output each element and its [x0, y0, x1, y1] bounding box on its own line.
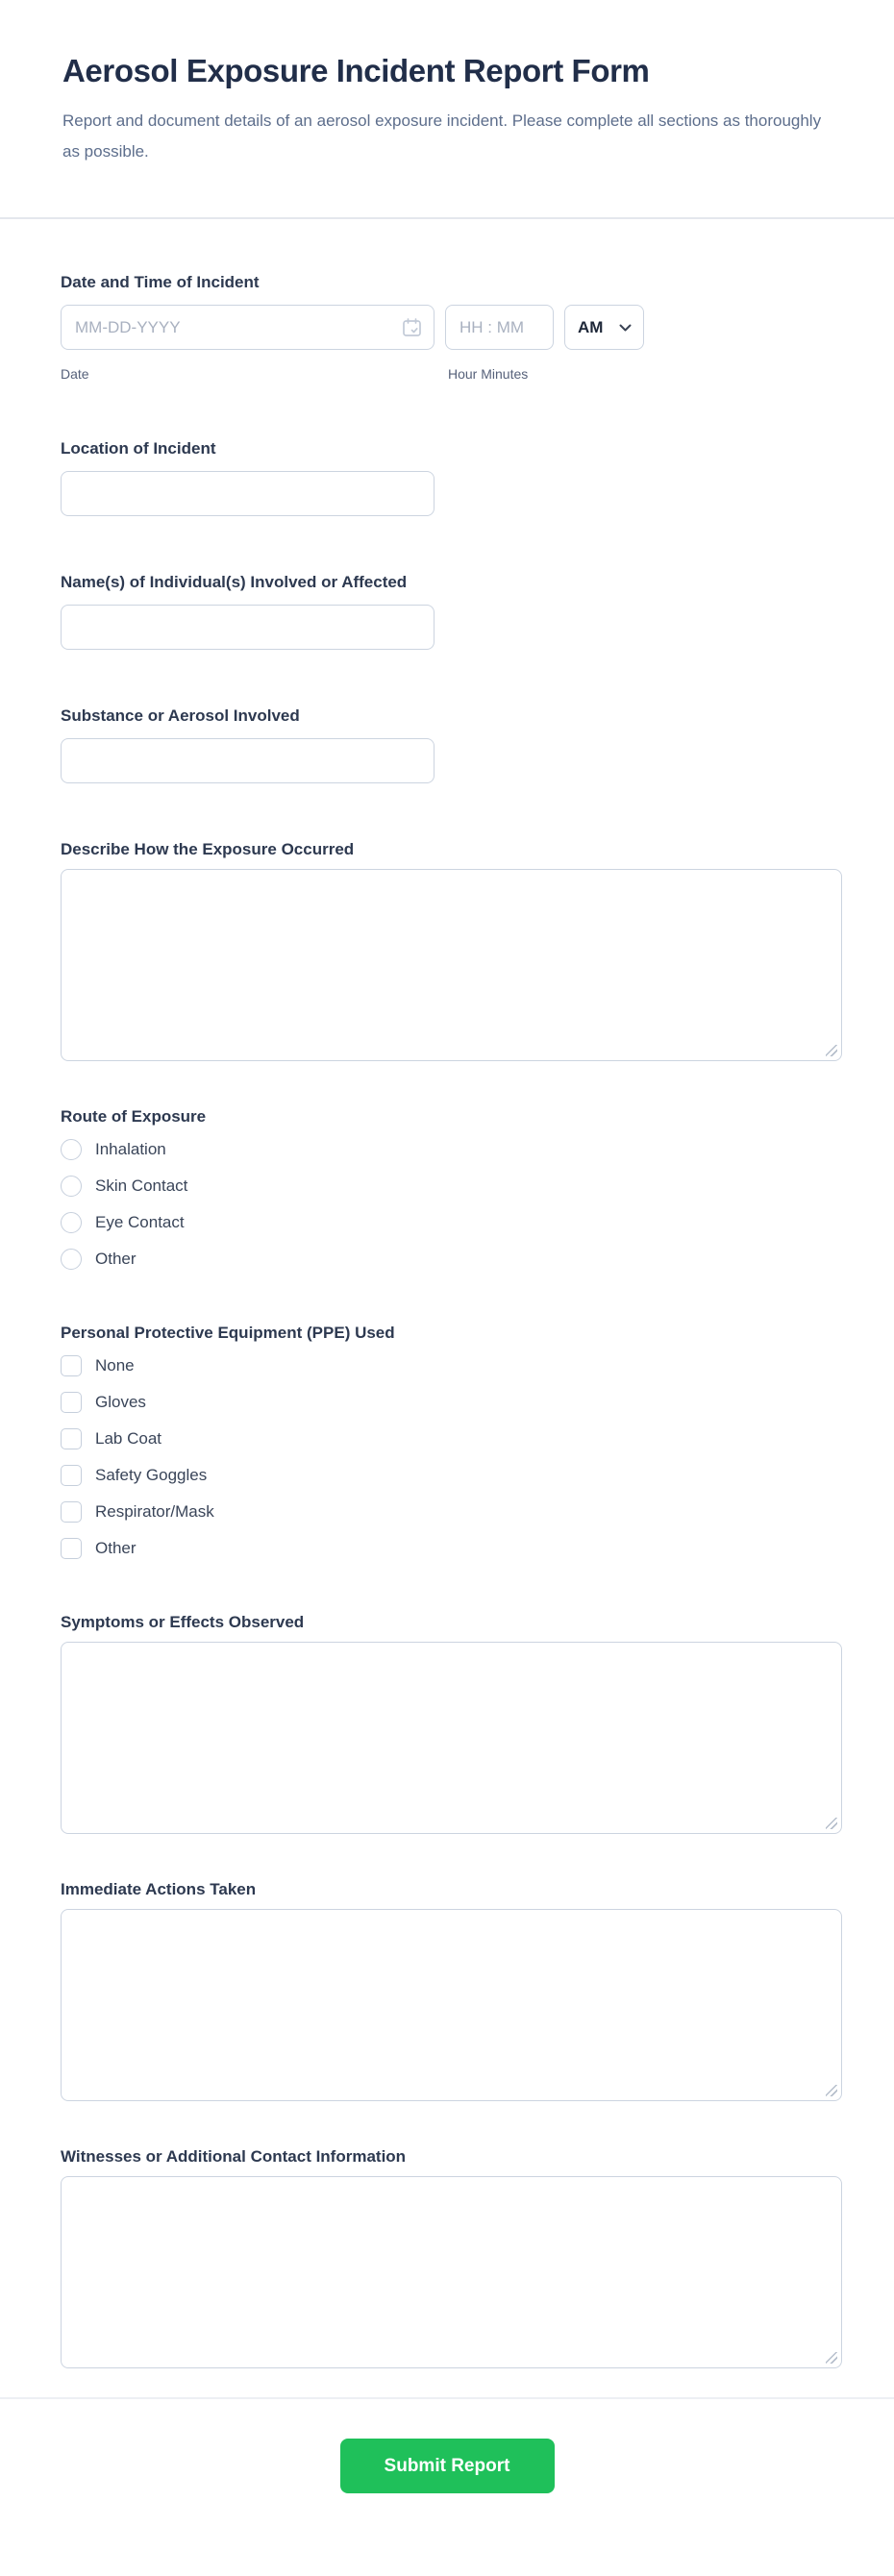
- actions-textarea[interactable]: [61, 1909, 842, 2101]
- hour-minutes-sublabel: Hour Minutes: [448, 366, 529, 382]
- incident-report-form: [0, 219, 894, 2368]
- ppe-checkbox[interactable]: [61, 1465, 82, 1486]
- route-option[interactable]: [61, 1176, 842, 1197]
- ppe-option-label: Gloves: [95, 1393, 146, 1411]
- witnesses-textarea[interactable]: [61, 2176, 842, 2368]
- ppe-option[interactable]: [61, 1538, 842, 1559]
- route-option-label: Other: [95, 1250, 137, 1268]
- location-label: Location of Incident: [61, 439, 216, 458]
- route-option-label: Inhalation: [95, 1140, 166, 1158]
- ppe-checkbox[interactable]: [61, 1428, 82, 1449]
- route-label: Route of Exposure: [61, 1107, 207, 1126]
- form-header: [0, 0, 894, 167]
- route-radio[interactable]: [61, 1176, 82, 1197]
- ppe-option-label: Safety Goggles: [95, 1466, 208, 1484]
- describe-label: Describe How the Exposure Occurred: [61, 840, 355, 858]
- field-group-location: [61, 439, 842, 516]
- ppe-option-label: None: [95, 1356, 135, 1375]
- field-group-substance: [61, 706, 842, 783]
- route-radio[interactable]: [61, 1212, 82, 1233]
- ppe-option-label: Other: [95, 1539, 137, 1557]
- witnesses-label: Witnesses or Additional Contact Information: [61, 2147, 407, 2166]
- route-option-label: Skin Contact: [95, 1177, 188, 1195]
- witnesses-textarea-wrap: [61, 2176, 842, 2368]
- symptoms-label: Symptoms or Effects Observed: [61, 1613, 305, 1631]
- route-options: [61, 1139, 842, 1270]
- date-input[interactable]: [61, 305, 435, 350]
- route-radio[interactable]: [61, 1139, 82, 1160]
- ppe-option[interactable]: [61, 1392, 842, 1413]
- field-group-witnesses: [61, 2147, 842, 2368]
- field-group-symptoms: [61, 1613, 842, 1834]
- field-group-names: [61, 573, 842, 650]
- chevron-down-icon: [619, 324, 632, 332]
- route-option[interactable]: [61, 1249, 842, 1270]
- ppe-checkbox[interactable]: [61, 1501, 82, 1523]
- ampm-select[interactable]: [564, 305, 644, 350]
- substance-label: Substance or Aerosol Involved: [61, 706, 300, 725]
- datetime-row: [61, 305, 842, 350]
- field-group-ppe: [61, 1324, 842, 1559]
- route-radio[interactable]: [61, 1249, 82, 1270]
- ppe-option[interactable]: [61, 1428, 842, 1449]
- submit-report-button[interactable]: Submit Report: [340, 2439, 555, 2493]
- route-option[interactable]: [61, 1212, 842, 1233]
- names-label: Name(s) of Individual(s) Involved or Affected: [61, 573, 408, 591]
- location-input[interactable]: [61, 471, 435, 516]
- field-group-datetime: [61, 273, 842, 383]
- time-input[interactable]: [445, 305, 554, 350]
- ppe-checkbox[interactable]: [61, 1538, 82, 1559]
- submit-row: [0, 2399, 894, 2542]
- datetime-sublabels: [61, 366, 842, 383]
- ppe-label: Personal Protective Equipment (PPE) Used: [61, 1324, 395, 1342]
- ppe-checkbox[interactable]: [61, 1355, 82, 1376]
- ppe-option[interactable]: [61, 1501, 842, 1523]
- ppe-checkbox[interactable]: [61, 1392, 82, 1413]
- page-title: Aerosol Exposure Incident Report Form: [62, 53, 650, 88]
- route-option-label: Eye Contact: [95, 1213, 185, 1231]
- symptoms-textarea-wrap: [61, 1642, 842, 1834]
- form-description: Report and document details of an aerosol exposure incident. Please complete all sections as thoroughly as possible.: [62, 111, 822, 161]
- describe-textarea-wrap: [61, 869, 842, 1061]
- route-option[interactable]: [61, 1139, 842, 1160]
- describe-textarea[interactable]: [61, 869, 842, 1061]
- actions-label: Immediate Actions Taken: [61, 1880, 257, 1898]
- ampm-selected-value: AM: [578, 317, 604, 336]
- names-input[interactable]: [61, 605, 435, 650]
- ppe-option[interactable]: [61, 1355, 842, 1376]
- substance-input[interactable]: [61, 738, 435, 783]
- date-input-wrap: [61, 305, 435, 350]
- ppe-option[interactable]: [61, 1465, 842, 1486]
- ppe-option-label: Lab Coat: [95, 1429, 161, 1448]
- symptoms-textarea[interactable]: [61, 1642, 842, 1834]
- ppe-options: [61, 1355, 842, 1559]
- datetime-label: Date and Time of Incident: [61, 273, 260, 291]
- date-sublabel: Date: [61, 366, 89, 382]
- actions-textarea-wrap: [61, 1909, 842, 2101]
- ppe-option-label: Respirator/Mask: [95, 1502, 214, 1521]
- field-group-actions: [61, 1880, 842, 2101]
- field-group-route: [61, 1107, 842, 1270]
- field-group-describe: [61, 840, 842, 1061]
